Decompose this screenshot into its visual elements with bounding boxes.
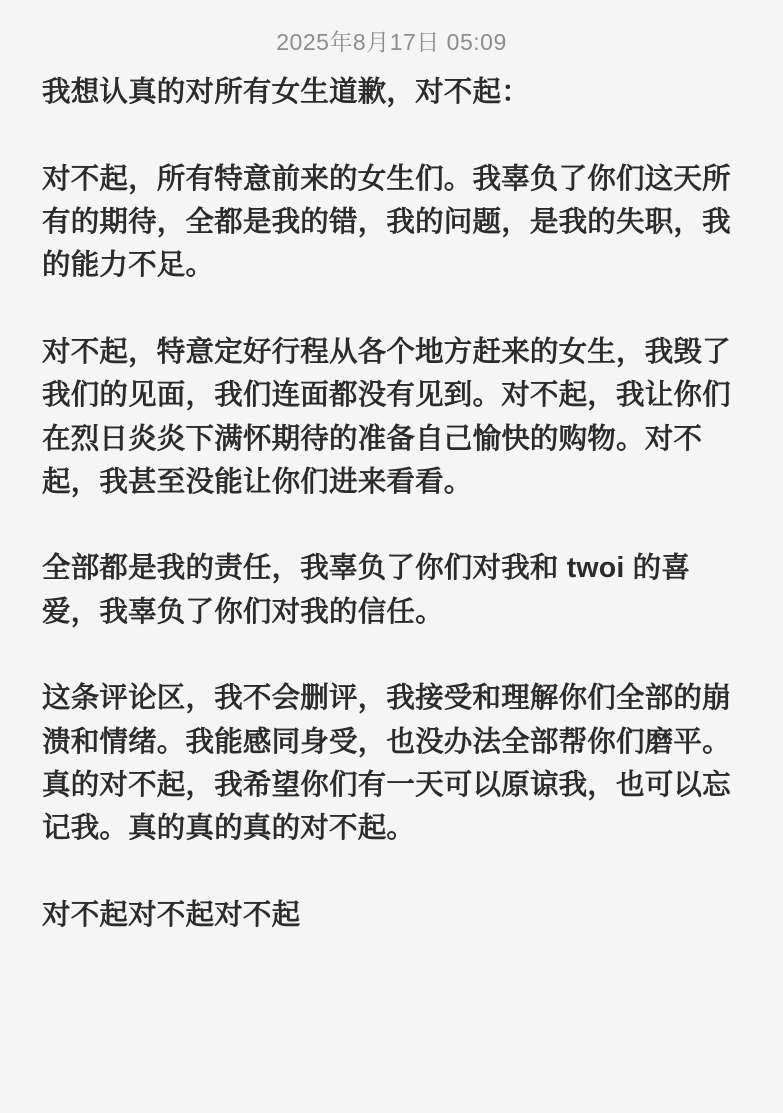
post-paragraph: 我想认真的对所有女生道歉，对不起： [42, 76, 530, 108]
post-timestamp: 2025年8月17日 05:09 [276, 29, 507, 55]
post-paragraph: 这条评论区，我不会删评，我接受和理解你们全部的崩溃和情绪。我能感同身受，也没办法全部帮你们磨平。真的对不起，我希望你们有一天可以原谅我，也可以忘记我。真的真的真的对不起。 [42, 682, 731, 845]
post-body [42, 71, 741, 937]
post-paragraph: 全部都是我的责任，我辜负了你们对我和 twoi 的喜爱，我辜负了你们对我的信任。 [42, 552, 691, 628]
post-paragraph: 对不起，所有特意前来的女生们。我辜负了你们这天所有的期待，全都是我的错，我的问题，是我的失职，我的能力不足。 [42, 162, 731, 282]
post-paragraph: 对不起对不起对不起 [42, 898, 301, 931]
post-paragraph: 对不起，特意定好行程从各个地方赶来的女生，我毁了我们的见面，我们连面都没有见到。对不起，我让你们在烈日炎炎下满怀期待的准备自己愉快的购物。对不起，我甚至没能让你们进来看看。 [42, 335, 731, 498]
